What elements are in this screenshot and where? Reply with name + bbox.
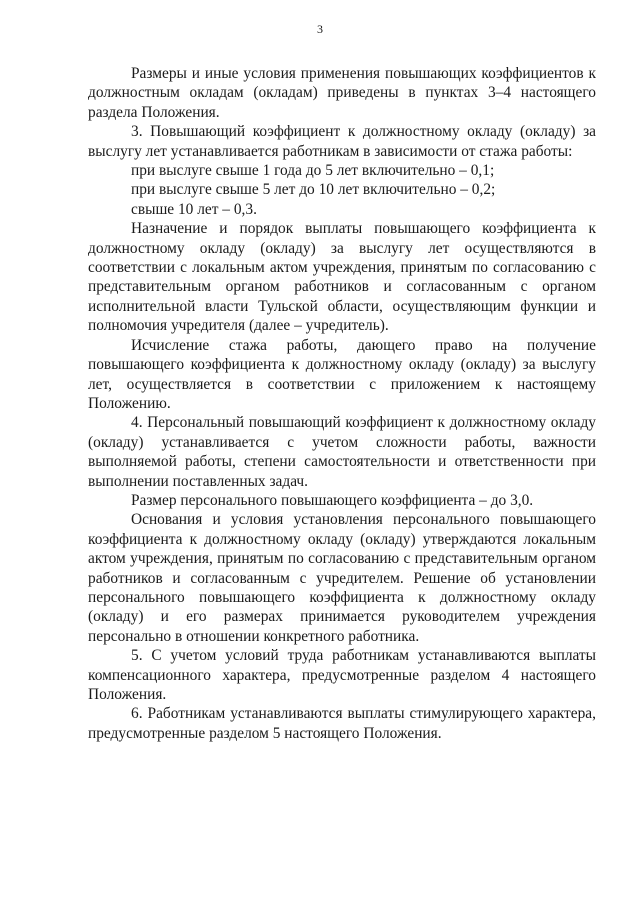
paragraph-intro: Размеры и иные условия применения повышающих коэффициентов к должностным окладам (окладам) приведены в пунктах 3–4 настоящего раздела Положения. [88,65,596,121]
list-line-seniority-2: при выслуге свыше 5 лет до 10 лет включительно – 0,2; [131,181,496,199]
paragraph-item-3: 3. Повышающий коэффициент к должностному окладу (окладу) за выслугу лет устанавливается работникам в зависимости от стажа работы: [88,123,596,160]
paragraph-item-5: 5. С учетом условий труда работникам устанавливаются выплаты компенсационного характера, предусмотренные разделом 4 настоящего Положения. [88,647,596,703]
list-line-seniority-1: при выслуге свыше 1 года до 5 лет включительно – 0,1; [131,162,495,180]
paragraph-item-4: 4. Персональный повышающий коэффициент к должностному окладу (окладу) устанавливается с учетом сложности работы, важности выполняемой работы, степени самостоятельности и ответственности при выполнении поставленных задач. [88,414,596,490]
document-body [88,64,596,743]
page-number: 3 [317,22,323,36]
list-line-seniority-3: свыше 10 лет – 0,3. [131,200,257,218]
paragraph-personal-coefficient-grounds: Основания и условия установления персонального повышающего коэффициента к должностному окладу (окладу) утверждаются локальным актом учреждения, принятым по согласованию с представительным органом работников и согласованным с учредителем. Решение об установлении персонального повышающего коэффициента к должностному окладу (окладу) и его размерах принимается руководителем учреждения персонально в отношении конкретного работника. [88,511,596,645]
paragraph-item-6: 6. Работникам устанавливаются выплаты стимулирующего характера, предусмотренные разделом 5 настоящего Положения. [88,705,596,742]
paragraph-seniority-calculation: Исчисление стажа работы, дающего право на получение повышающего коэффициента к должностному окладу (окладу) за выслугу лет, осуществляется в соответствии с приложением к настоящему Положению. [88,336,596,412]
paragraph-personal-coefficient-size: Размер персонального повышающего коэффициента – до 3,0. [131,491,534,509]
paragraph-assignment: Назначение и порядок выплаты повышающего коэффициента к должностному окладу (окладу) за выслугу лет осуществляются в соответствии с локальным актом учреждения, принятым по согласованию с представительным органом работников и согласованным с органом исполнительной власти Тульской области, осуществляющим функции и полномочия учредителя (далее – учредитель). [88,220,596,335]
